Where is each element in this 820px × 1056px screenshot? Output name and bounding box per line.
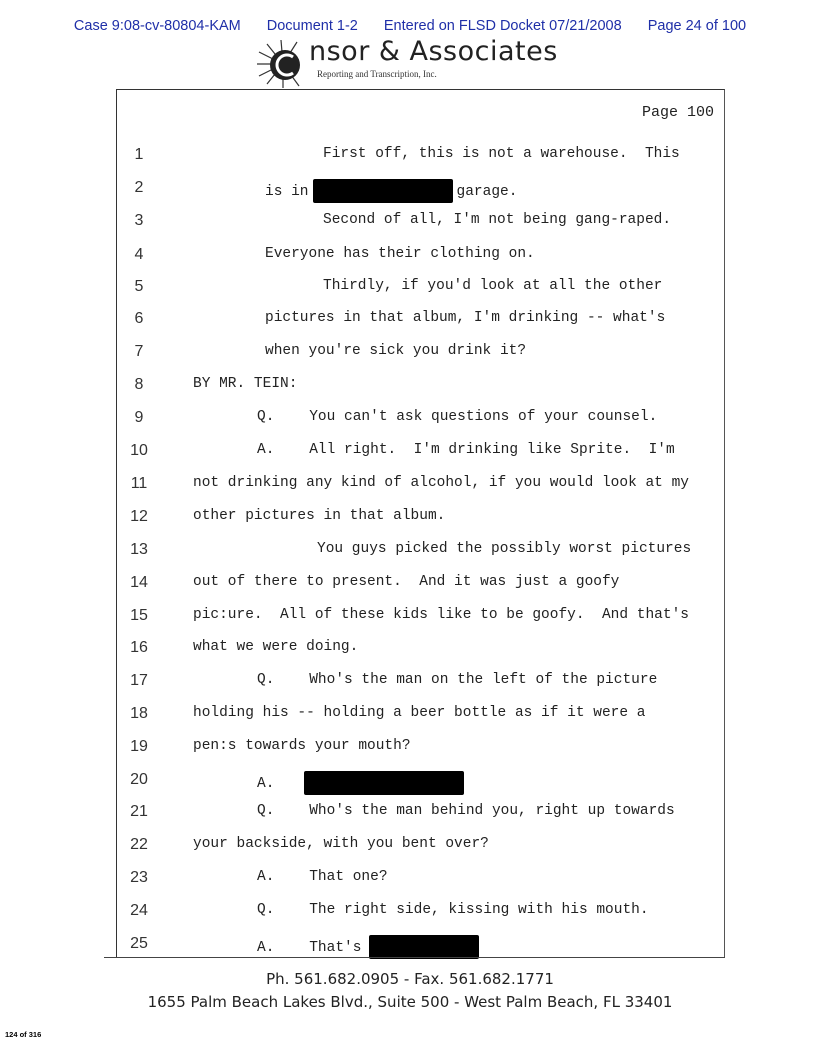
pdf-page-count: 124 of 316: [5, 1030, 42, 1039]
line-text: [257, 442, 675, 458]
line-number: 8: [134, 376, 144, 393]
line-text-content: Q. Who's the man on the left of the picture: [257, 672, 658, 688]
line-text: [193, 705, 645, 721]
line-text: [193, 475, 689, 491]
line-number: 12: [130, 508, 148, 525]
transcript-line: [117, 475, 726, 508]
line-number: 25: [130, 935, 148, 952]
line-text-content: pic:ure. All of these kids like to be goofy. And that's: [193, 607, 689, 623]
transcript-line: [117, 179, 726, 212]
line-text: [323, 278, 662, 294]
line-number: 9: [134, 409, 144, 426]
transcript-line: [117, 376, 726, 409]
line-text-content: A. All right. I'm drinking like Sprite. I'm: [257, 442, 675, 458]
line-text-content: Second of all, I'm not being gang-raped.: [323, 212, 672, 228]
docket-entry: Entered on FLSD Docket 07/21/2008: [383, 18, 622, 34]
case-number: Case 9:08-cv-80804-KAM: [73, 18, 241, 34]
line-text-content: what we were doing.: [193, 639, 359, 655]
line-text: [193, 639, 358, 655]
line-number: 22: [130, 836, 148, 853]
line-number: 10: [130, 442, 148, 459]
footer-address: 1655 Palm Beach Lakes Blvd., Suite 500 - West Palm Beach, FL 33401: [147, 993, 673, 1011]
line-number: 1: [134, 146, 144, 163]
reporter-logo: [255, 38, 575, 94]
line-text-content: Everyone has their clothing on.: [265, 246, 535, 262]
line-text-content: A. That's: [257, 939, 362, 956]
line-text-content: Q. You can't ask questions of your counsel.: [257, 409, 658, 425]
line-text-content: You guys picked the possibly worst pictures: [317, 541, 692, 557]
line-text: [257, 409, 657, 425]
logo-subtitle: Reporting and Transcription, Inc.: [317, 69, 437, 79]
transcript-page: [116, 89, 725, 957]
line-text: [193, 738, 411, 754]
line-text: [265, 179, 517, 203]
line-text-content: A. That one?: [257, 869, 388, 885]
transcript-line: [117, 935, 726, 968]
line-text-content: not drinking any kind of alcohol, if you would look at my: [193, 475, 689, 491]
transcript-line: [117, 869, 726, 902]
logo-title: nsor & Associates: [309, 36, 558, 67]
line-text-after-redaction: garage.: [456, 183, 518, 200]
transcript-line: [117, 409, 726, 442]
transcript-line: [117, 574, 726, 607]
line-number: 16: [130, 639, 148, 656]
transcript-line: [117, 836, 726, 869]
line-text-content: BY MR. TEIN:: [193, 376, 298, 392]
line-number: 20: [130, 771, 148, 788]
line-text: [257, 771, 464, 795]
line-number: 3: [134, 212, 144, 229]
line-text: [257, 935, 479, 959]
line-text-content: First off, this is not a warehouse. This: [323, 146, 680, 162]
line-text: [323, 212, 671, 228]
line-text: [193, 508, 445, 524]
line-number: 6: [134, 310, 144, 327]
line-text: [193, 574, 619, 590]
line-number: 7: [134, 343, 144, 360]
line-text-content: Thirdly, if you'd look at all the other: [323, 278, 663, 294]
line-text-content: pen:s towards your mouth?: [193, 738, 411, 754]
line-text: [265, 310, 665, 326]
line-text-content: when you're sick you drink it?: [265, 343, 527, 359]
line-text-content: is in: [265, 183, 309, 200]
line-text: [193, 376, 297, 392]
transcript-line: [117, 212, 726, 245]
transcript-line: [117, 278, 726, 311]
line-number: 14: [130, 574, 148, 591]
redaction-box: [313, 179, 453, 203]
transcript-line: [117, 310, 726, 343]
line-text: [265, 246, 535, 262]
line-text-content: A.: [257, 775, 275, 792]
footer-phone: Ph. 561.682.0905 - Fax. 561.682.1771: [266, 970, 554, 988]
line-number: 15: [130, 607, 148, 624]
transcript-line: [117, 705, 726, 738]
line-text-content: out of there to present. And it was just a goofy: [193, 574, 620, 590]
line-number: 19: [130, 738, 148, 755]
redaction-box: [304, 771, 464, 795]
page-bottom-rule: [104, 957, 725, 958]
line-text: [257, 869, 388, 885]
transcript-line: [117, 902, 726, 935]
transcript-line: [117, 246, 726, 279]
line-text: [323, 146, 680, 162]
document-number: Document 1-2: [266, 18, 358, 34]
line-number: 13: [130, 541, 148, 558]
line-text-content: Q. Who's the man behind you, right up towards: [257, 803, 675, 819]
transcript-line: [117, 541, 726, 574]
transcript-line: [117, 738, 726, 771]
line-text: [193, 607, 689, 623]
line-number: 4: [134, 246, 144, 263]
line-text: [193, 836, 489, 852]
line-number: 18: [130, 705, 148, 722]
line-number: 11: [130, 475, 148, 492]
transcript-line: [117, 442, 726, 475]
line-text: [257, 803, 675, 819]
transcript-line: [117, 639, 726, 672]
censor-logo-icon: [255, 38, 311, 90]
line-text: [257, 902, 649, 918]
line-number: 2: [134, 179, 144, 196]
line-number: 23: [130, 869, 148, 886]
ecf-page-number: Page 24 of 100: [647, 18, 747, 34]
transcript-line: [117, 508, 726, 541]
transcript-line: [117, 146, 726, 179]
transcript-line: [117, 607, 726, 640]
line-text: [317, 541, 691, 557]
transcript-page-label: Page 100: [641, 104, 714, 121]
line-text-content: pictures in that album, I'm drinking -- what's: [265, 310, 666, 326]
transcript-line: [117, 771, 726, 804]
line-text-content: your backside, with you bent over?: [193, 836, 489, 852]
line-text-content: holding his -- holding a beer bottle as if it were a: [193, 705, 646, 721]
line-text-content: Q. The right side, kissing with his mouth.: [257, 902, 649, 918]
transcript-line: [117, 672, 726, 705]
line-number: 24: [130, 902, 148, 919]
line-number: 5: [134, 278, 144, 295]
redaction-box: [369, 935, 479, 959]
transcript-line: [117, 343, 726, 376]
line-text: [257, 672, 657, 688]
line-text: [265, 343, 526, 359]
transcript-line: [117, 803, 726, 836]
line-text-content: other pictures in that album.: [193, 508, 446, 524]
line-number: 17: [130, 672, 148, 689]
line-number: 21: [130, 803, 148, 820]
ecf-header: [0, 18, 820, 34]
